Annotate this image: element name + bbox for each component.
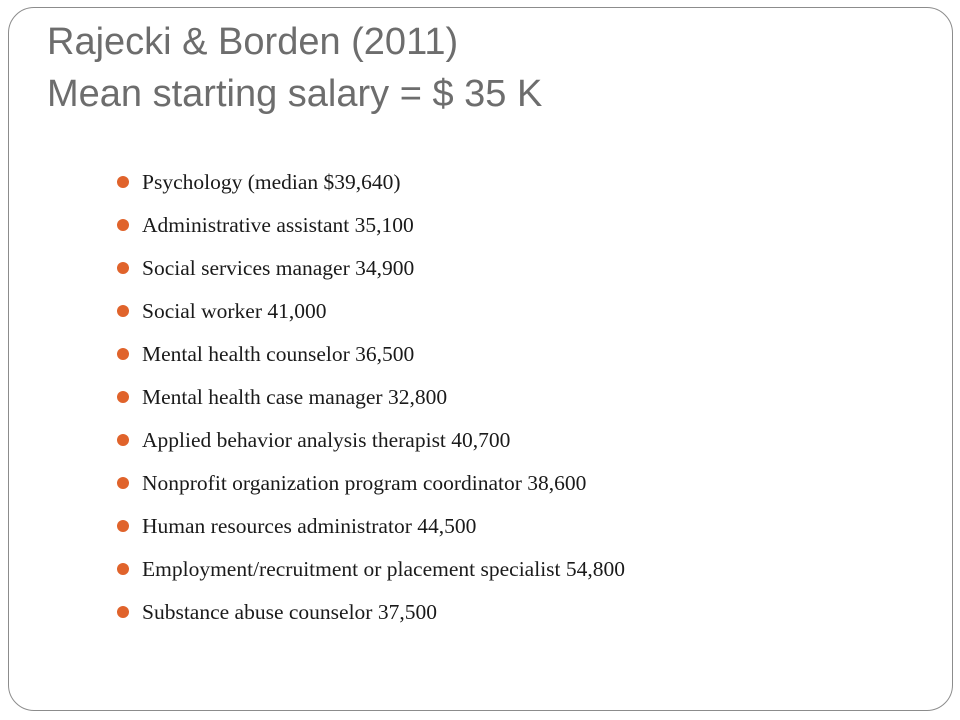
bullet-text: Administrative assistant 35,100 — [142, 213, 414, 237]
bullet-dot-icon — [117, 305, 129, 317]
bullet-text: Psychology (median $39,640) — [142, 170, 401, 194]
bullet-item-mental-health-case-manager — [117, 376, 937, 419]
bullet-item-psychology — [117, 161, 937, 204]
bullet-text: Nonprofit organization program coordinator 38,600 — [142, 471, 587, 495]
bullet-dot-icon — [117, 606, 129, 618]
bullet-item-hr-administrator — [117, 505, 937, 548]
bullet-item-mental-health-counselor — [117, 333, 937, 376]
bullet-text: Applied behavior analysis therapist 40,700 — [142, 428, 511, 452]
bullet-dot-icon — [117, 563, 129, 575]
bullet-item-social-services-manager — [117, 247, 937, 290]
bullet-text: Human resources administrator 44,500 — [142, 514, 477, 538]
bullet-item-aba-therapist — [117, 419, 937, 462]
bullet-dot-icon — [117, 176, 129, 188]
bullet-text: Social worker 41,000 — [142, 299, 327, 323]
bullet-item-social-worker — [117, 290, 937, 333]
bullet-text: Social services manager 34,900 — [142, 256, 415, 280]
bullet-text: Substance abuse counselor 37,500 — [142, 600, 437, 624]
bullet-text: Mental health counselor 36,500 — [142, 342, 415, 366]
bullet-dot-icon — [117, 477, 129, 489]
bullet-item-employment-specialist — [117, 548, 937, 591]
bullet-item-administrative-assistant — [117, 204, 937, 247]
bullet-item-substance-abuse-counselor — [117, 591, 937, 634]
title-line-2: Mean starting salary = $ 35 K — [47, 73, 543, 115]
bullet-dot-icon — [117, 219, 129, 231]
bullet-dot-icon — [117, 434, 129, 446]
bullet-item-nonprofit-coordinator — [117, 462, 937, 505]
bullet-list — [117, 161, 937, 634]
bullet-dot-icon — [117, 348, 129, 360]
slide-frame — [8, 7, 953, 711]
title-line-1: Rajecki & Borden (2011) — [47, 21, 459, 63]
bullet-text: Employment/recruitment or placement specialist 54,800 — [142, 557, 626, 581]
bullet-dot-icon — [117, 520, 129, 532]
bullet-dot-icon — [117, 391, 129, 403]
bullet-text: Mental health case manager 32,800 — [142, 385, 448, 409]
slide-title — [47, 16, 927, 120]
bullet-dot-icon — [117, 262, 129, 274]
